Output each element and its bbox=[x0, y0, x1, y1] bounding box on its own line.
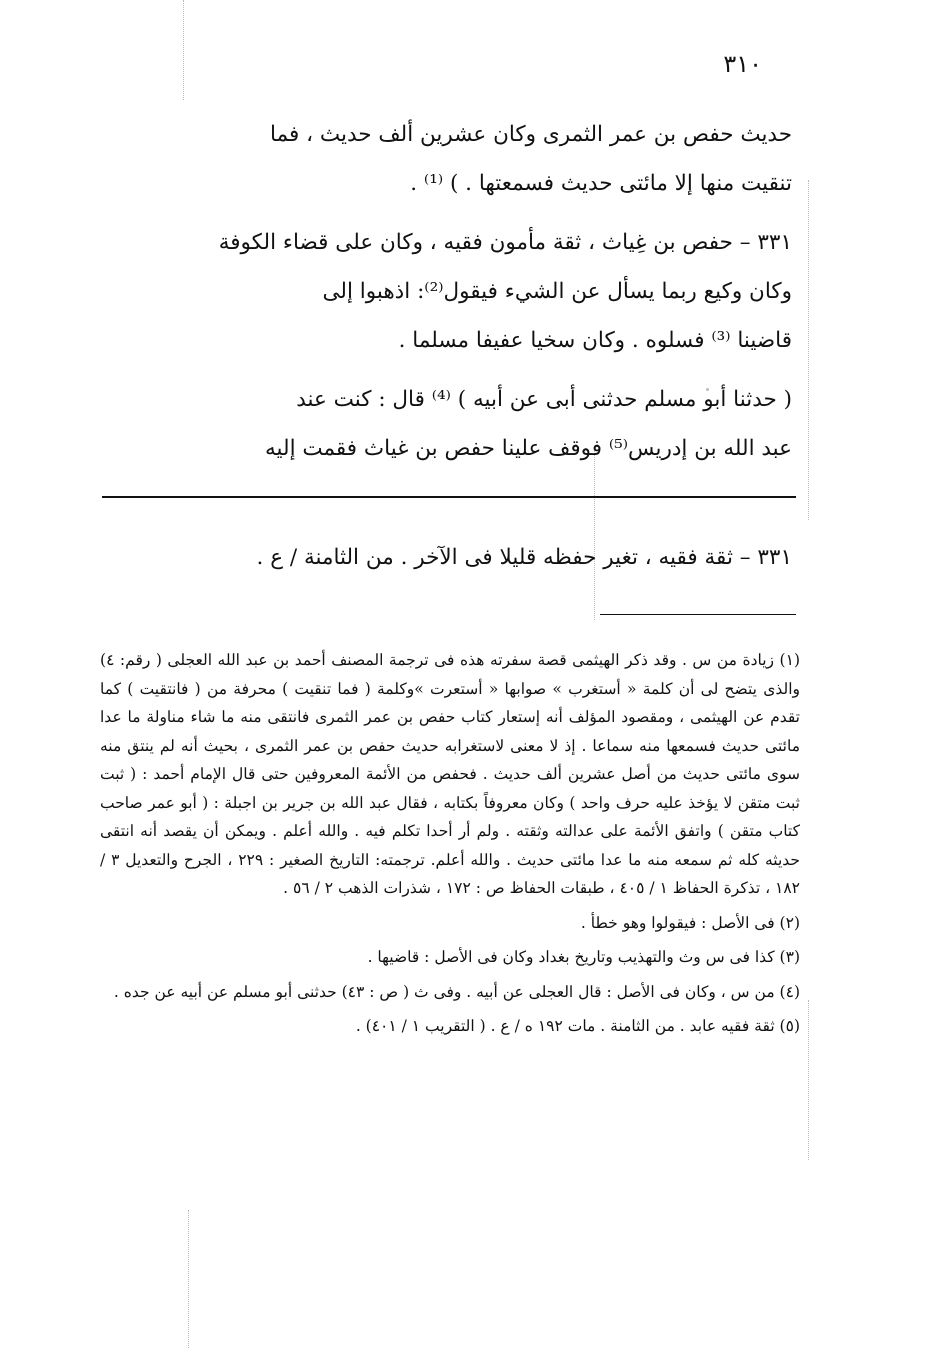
footnote-2: (٢) فى الأصل : فيقولوا وهو خطأ . bbox=[580, 913, 800, 932]
scan-guide-line bbox=[808, 180, 809, 520]
footnote-divider bbox=[600, 614, 796, 615]
scan-guide-line bbox=[188, 1210, 189, 1348]
footnotes bbox=[100, 646, 800, 1041]
entry-line: وكان وكيع ربما يسأل عن الشيء فيقول⁽²⁾: اذهبوا إلى bbox=[322, 279, 792, 304]
editor-note: ٣٣١ – ثقة فقيه ، تغير حفظه قليلا فى الآخر . من الثامنة / ع . bbox=[256, 545, 792, 570]
entry-line: قاضينا ⁽³⁾ فسلوه . وكان سخيا عفيفا مسلما . bbox=[398, 328, 792, 353]
footnote-1: (١) زيادة من س . وقد ذكر الهيثمى قصة سفرته هذه فى ترجمة المصنف أحمد بن عبد الله العجلى ( رقم: ٤) والذى يتضح لى أن كلمة « أستغرب » صوابها « أستعرت »وكلمة ( فما تنقيت ) محرفة من ( فانتقيت ) كما تقدم عن الهيثمى ، ومقصود المؤلف أنه إستعار كتاب حفص بن عمر الثمرى فانتقى منه ما شاء مناولة ما عدا مائتى حديث فسمعها منه سماعا . إذ لا معنى لاستغرابه حديث حفص بن عمر الثمرى ، بحيث أنه لم ينتق منه سوى مائتى حديث من أصل عشرين ألف حديث . فحفص من الأئمة المعروفين حتى قال الإمام أحمد : ( ثبت ثبت متقن لا يؤخذ عليه حرف واحد ) وكان معروفاً بكتابه ، فقال عبد الله بن جرير بن اجبلة : ( أبو عمر صاحب كتاب متقن ) واتفق الأئمة على عدالته وثقته . ولم أر أحدا تكلم فيه . والله أعلم . ويمكن أن يقصد أنه انتقى حديثه كله ثم سمعه منه ما عدا مائتى حديث . والله أعلم. ترجمته: التاريخ الصغير : ٢٢٩ ، الجرح والتعديل ٣ / ١٨٢ ، تذكرة الحفاظ ١ / ٤٠٥ ، طبقات الحفاظ ص : ١٧٢ ، شذرات الذهب ٢ / ٥٦ . bbox=[100, 651, 800, 897]
page-number: ٣١٠ bbox=[723, 50, 762, 78]
entry-line: ( حدثنا أبو مسلم حدثنى أبى عن أبيه ) ⁽⁴⁾ قال : كنت عند bbox=[296, 387, 792, 412]
scan-guide-line bbox=[808, 1000, 809, 1160]
main-text bbox=[102, 110, 792, 473]
footnote-3: (٣) كذا فى س وث والتهذيب وتاريخ بغداد وكان فى الأصل : قاضيها . bbox=[367, 948, 800, 966]
entry-line: ٣٣١ – حفص بن غِياث ، ثقة مأمون فقيه ، وكان على قضاء الكوفة bbox=[218, 230, 792, 255]
main-line: تنقيت منها إلا مائتى حديث فسمعتها . ) ⁽¹⁾ . bbox=[410, 171, 792, 196]
footnote-5: (٥) ثقة فقيه عابد . من الثامنة . مات ١٩٢ ه / ع . ( التقريب ١ / ٤٠١) . bbox=[355, 1017, 800, 1035]
main-line: حديث حفص بن عمر الثمرى وكان عشرين ألف حديث ، فما bbox=[270, 122, 792, 147]
entry-line: عبد الله بن إدريس⁽⁵⁾ فوقف علينا حفص بن غياث فقمت إليه bbox=[265, 436, 792, 461]
footnote-4: (٤) من س ، وكان فى الأصل : قال العجلى عن أبيه . وفى ث ( ص : ٤٣) حدثنى أبو مسلم عن أبيه عن جده . bbox=[113, 982, 800, 1001]
scan-guide-line bbox=[183, 0, 184, 100]
section-divider bbox=[102, 496, 796, 498]
